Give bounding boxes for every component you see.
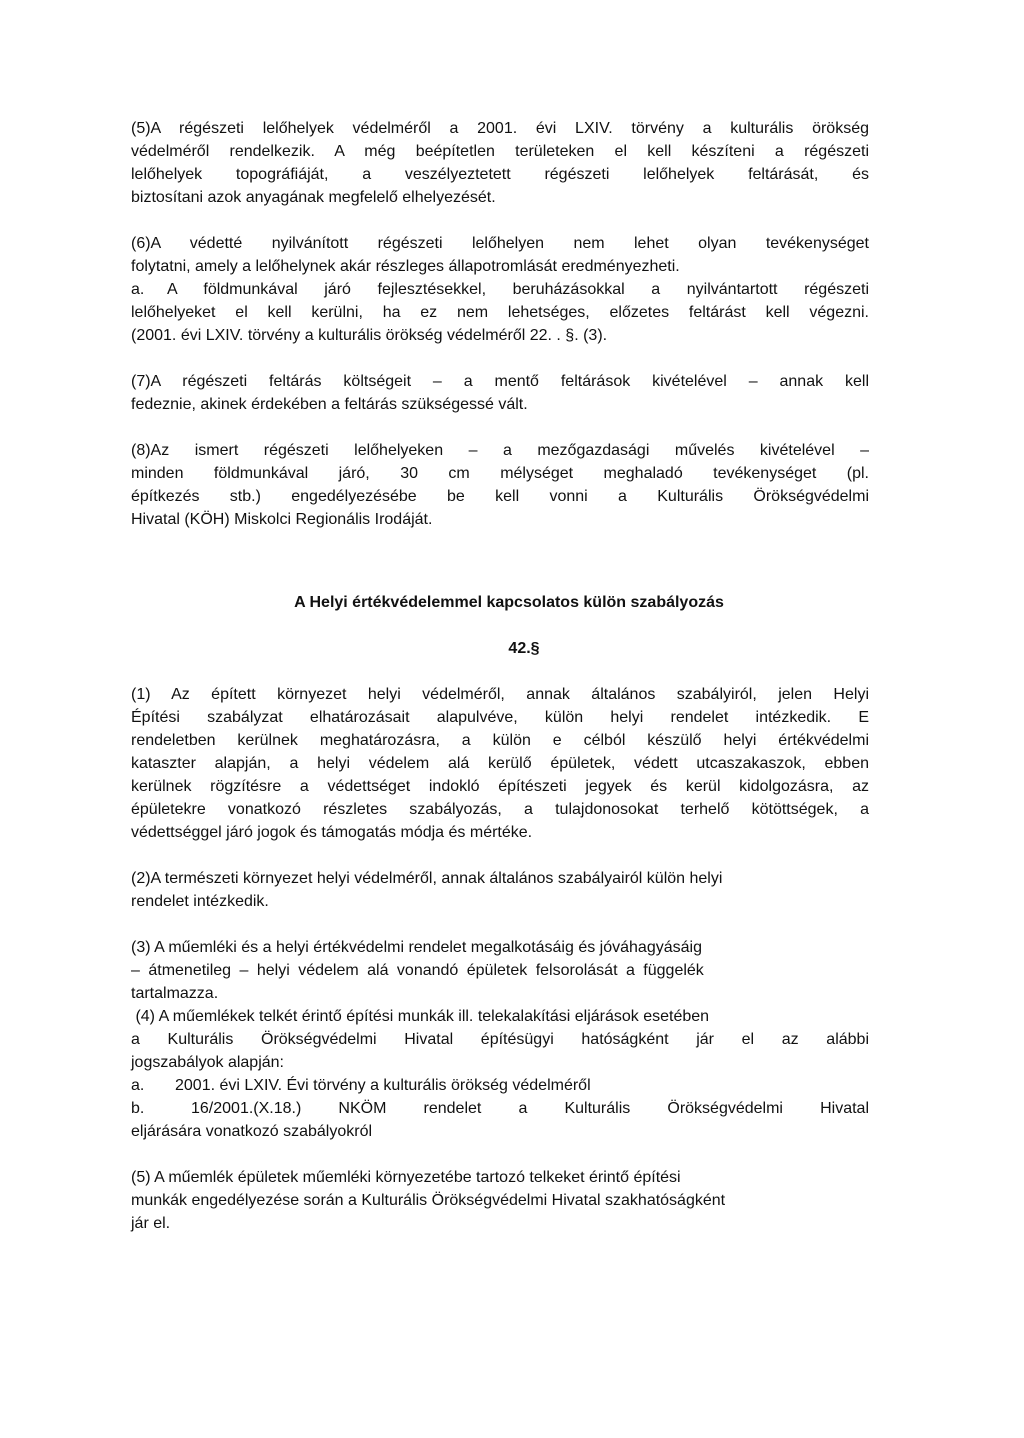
text-line: – átmenetileg – helyi védelem alá vonandó épületek felsorolását a függelék [131,962,704,979]
section-title: A Helyi értékvédelemmel kapcsolatos külön szabályozás [294,594,724,611]
text-line: lelőhelyek topográfiáját, a veszélyeztetett régészeti lelőhelyek feltárását, és [131,166,869,183]
section-paragraph-5 [131,1166,869,1235]
section-paragraph-1 [131,683,869,844]
text-line: tartalmazza. [131,985,219,1002]
list-marker: a. [131,281,145,298]
text-line: (2001. évi LXIV. törvény a kulturális örökség védelméről 22. . §. (3). [131,327,608,344]
text-line: építkezés stb.) engedélyezésébe be kell vonni a Kulturális Örökségvédelmi [131,488,869,505]
text-line: (6)A védetté nyilvánított régészeti lelőhelyen nem lehet olyan tevékenységet [131,235,869,252]
text-line: (5) A műemlék épületek műemléki környezetébe tartozó telkeket érintő építési [131,1169,681,1186]
text-line: (5)A régészeti lelőhelyek védelméről a 2001. évi LXIV. törvény a kulturális örökség [131,120,869,137]
list-item [131,1097,869,1120]
text-line: folytatni, amely a lelőhelynek akár részleges állapotromlását eredményezheti. [131,258,680,275]
list-item-text: 16/2001.(X.18.) NKÖM rendelet a Kulturális Örökségvédelmi Hivatal [191,1100,869,1117]
text-line: a Kulturális Örökségvédelmi Hivatal építésügyi hatóságként jár el az alábbi [131,1031,869,1048]
text-line: (4) A műemlékek telkét érintő építési munkák ill. telekalakítási eljárások esetében [131,1008,710,1025]
text-line: kataszter alapján, a helyi védelem alá kerülő épületek, védett utcaszakaszok, ebben [131,755,869,772]
text-line: (8)Az ismert régészeti lelőhelyeken – a mezőgazdasági művelés kivételével – [131,442,869,459]
paragraph-7 [131,370,869,416]
text-line: Hivatal (KÖH) Miskolci Regionális Irodáját. [131,511,433,528]
text-line: kerülnek rögzítésre a védettséget indokló építészeti jegyek és kerül kidolgozásra, az [131,778,869,795]
text-line: (7)A régészeti feltárás költségeit – a mentő feltárások kivételével – annak kell [131,373,869,390]
text-line: eljárására vonatkozó szabályokról [131,1123,373,1140]
paragraph-5 [131,117,869,209]
list-item-text: A földmunkával járó fejlesztésekkel, beruházásokkal a nyilvántartott régészeti [167,281,869,298]
text-line: rendeletben kerülnek meghatározásra, a külön e célból készülő helyi értékvédelmi [131,732,869,749]
text-line: fedeznie, akinek érdekében a feltárás szükségessé vált. [131,396,528,413]
text-line: épületekre vonatkozó részletes szabályozás, a tulajdonosokat terhelő kötöttségek, a [131,801,869,818]
document-page [131,117,869,1235]
text-line: (1) Az épített környezet helyi védelméről, annak általános szabályiról, jelen Helyi [131,686,869,703]
text-line: védettséggel járó jogok és támogatás módja és mértéke. [131,824,533,841]
text-line: munkák engedélyezése során a Kulturális Örökségvédelmi Hivatal szakhatóságként [131,1192,726,1209]
section-number: 42.§ [508,640,540,657]
text-line: védelméről rendelkezik. A még beépítetlen területeken el kell készíteni a régészeti [131,143,869,160]
section-paragraph-3 [131,936,869,1005]
section-paragraph-4 [131,1005,869,1143]
text-line [131,278,869,301]
list-marker: b. [131,1100,145,1117]
text-line: rendelet intézkedik. [131,893,269,910]
list-item-text: 2001. évi LXIV. Évi törvény a kulturális örökség védelméről [175,1077,591,1094]
text-line: jár el. [131,1215,171,1232]
list-item [131,1074,869,1097]
text-line: Építési szabályzat elhatározásait alapulvéve, külön helyi rendelet intézkedik. E [131,709,869,726]
list-marker: a. [131,1077,145,1094]
text-line: lelőhelyeket el kell kerülni, ha ez nem lehetséges, előzetes feltárást kell végezni. [131,304,869,321]
section-paragraph-2 [131,867,869,913]
text-line: (2)A természeti környezet helyi védelméről, annak általános szabályairól külön helyi [131,870,723,887]
paragraph-8 [131,439,869,531]
text-line: minden földmunkával járó, 30 cm mélységet meghaladó tevékenységet (pl. [131,465,869,482]
text-line: biztosítani azok anyagának megfelelő elhelyezését. [131,189,496,206]
text-line: (3) A műemléki és a helyi értékvédelmi rendelet megalkotásáig és jóváhagyásáig [131,939,702,956]
paragraph-6a [131,278,869,347]
paragraph-6 [131,232,869,278]
text-line: jogszabályok alapján: [131,1054,284,1071]
